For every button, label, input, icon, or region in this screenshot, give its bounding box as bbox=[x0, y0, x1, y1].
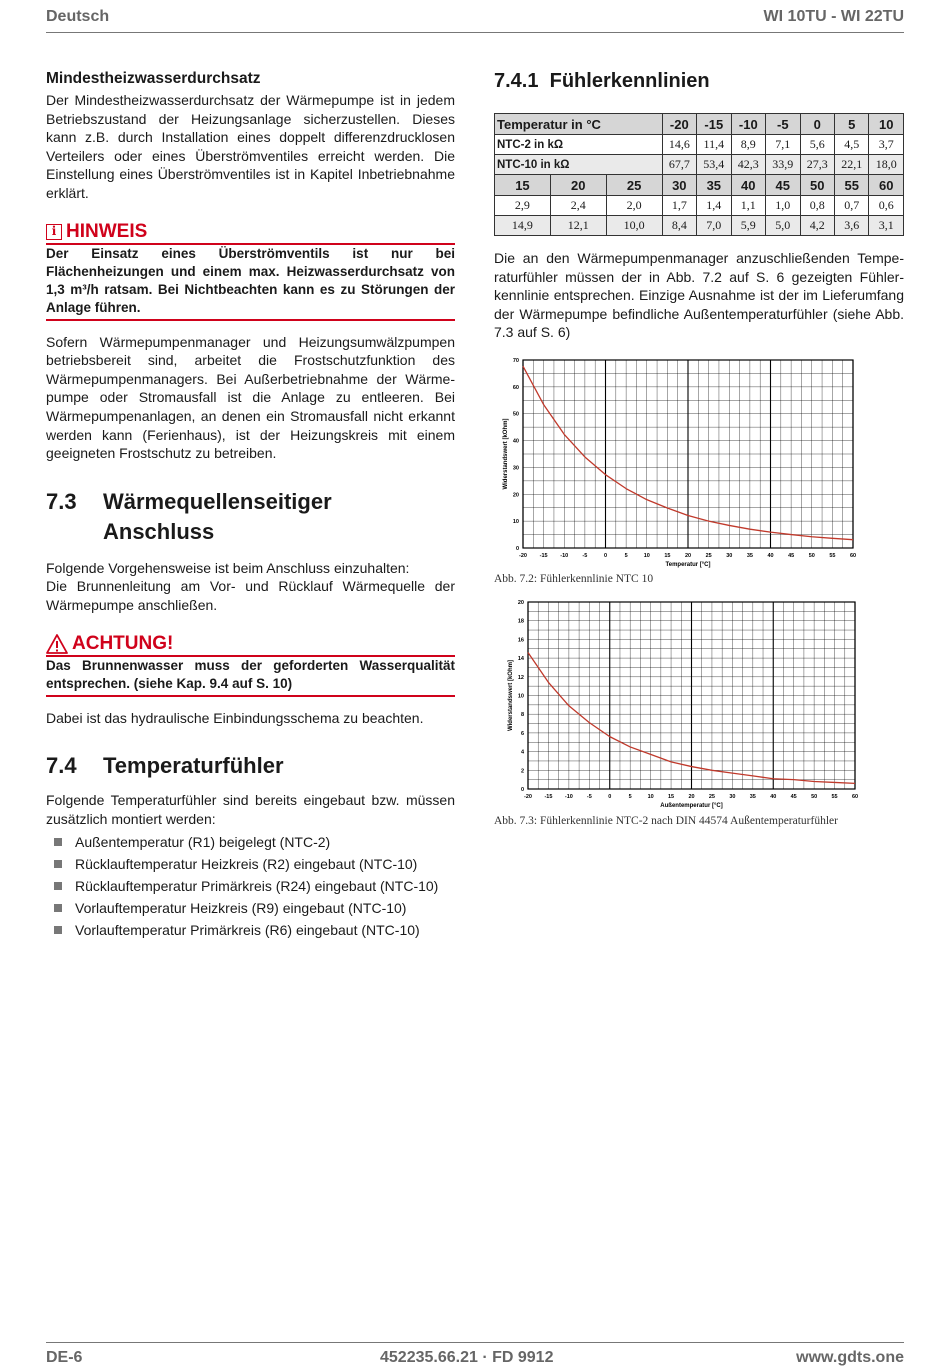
section-number: 7.4.1 bbox=[494, 70, 539, 92]
header-model: WI 10TU - WI 22TU bbox=[763, 8, 904, 25]
x-tick-label: 5 bbox=[628, 794, 632, 800]
sec73-text-1: Folgende Vorgehensweise ist beim Anschluss einzuhalten: bbox=[46, 559, 410, 576]
list-item: Rücklauftemperatur Heizkreis (R2) eingebaut (NTC-10) bbox=[46, 853, 455, 875]
table-cell: -10 bbox=[731, 114, 765, 135]
section-title: Wärmequellenseitiger Anschluss bbox=[103, 488, 332, 544]
y-tick-label: 6 bbox=[520, 730, 524, 737]
table-cell: 20 bbox=[550, 175, 606, 196]
x-axis-title: Außentemperatur [°C] bbox=[660, 803, 723, 809]
table-header-label: Temperatur in °C bbox=[495, 114, 663, 135]
x-tick-label: 60 bbox=[849, 553, 857, 559]
y-tick-label: 30 bbox=[512, 465, 519, 472]
table-cell: 11,4 bbox=[697, 135, 731, 155]
section-7-3-heading bbox=[46, 487, 455, 547]
table-cell: 2,9 bbox=[495, 196, 551, 216]
table-cell: 60 bbox=[869, 175, 904, 196]
section-number: 7.4 bbox=[46, 753, 77, 779]
x-tick-label: 0 bbox=[608, 794, 612, 800]
table-cell: 0 bbox=[800, 114, 834, 135]
header-language: Deutsch bbox=[46, 8, 110, 25]
table-row-label: NTC-2 in kΩ bbox=[495, 135, 663, 155]
y-tick-label: 4 bbox=[520, 749, 524, 756]
section-number: 7.3 bbox=[46, 488, 77, 514]
table-cell: -5 bbox=[766, 114, 800, 135]
hinweis-label: HINWEIS bbox=[66, 220, 148, 242]
figure-caption: Abb. 7.3: Fühlerkennlinie NTC-2 nach DIN 44574 Außentemperaturfühler bbox=[494, 815, 838, 827]
y-tick-label: 16 bbox=[517, 637, 524, 644]
y-tick-label: 0 bbox=[520, 787, 524, 793]
section-7-4-1-heading bbox=[494, 70, 904, 93]
table-cell: 35 bbox=[697, 175, 731, 196]
list-item: Vorlauftemperatur Primärkreis (R6) eingebaut (NTC-10) bbox=[46, 919, 455, 941]
y-tick-label: 14 bbox=[517, 656, 524, 663]
x-tick-label: -5 bbox=[582, 553, 588, 559]
y-axis-title: Widerstandswert [kOhm] bbox=[503, 418, 509, 490]
y-tick-label: 20 bbox=[512, 492, 519, 499]
y-tick-label: 10 bbox=[512, 519, 519, 526]
table-cell: 0,7 bbox=[835, 196, 869, 216]
table-cell: 5,0 bbox=[766, 216, 800, 236]
table-cell: 33,9 bbox=[766, 155, 800, 175]
y-tick-label: 0 bbox=[515, 546, 519, 552]
y-tick-label: 70 bbox=[512, 358, 519, 364]
table-cell: 1,0 bbox=[766, 196, 800, 216]
x-tick-label: 30 bbox=[726, 553, 733, 559]
table-cell: 1,1 bbox=[731, 196, 765, 216]
table-cell: 12,1 bbox=[550, 216, 606, 236]
list-item: Außentemperatur (R1) beigelegt (NTC-2) bbox=[46, 831, 455, 853]
table-cell: 3,6 bbox=[835, 216, 869, 236]
table-cell: 2,4 bbox=[550, 196, 606, 216]
y-tick-label: 12 bbox=[517, 674, 524, 681]
info-icon: i bbox=[46, 224, 62, 240]
table-cell: 8,4 bbox=[662, 216, 696, 236]
x-tick-label: 40 bbox=[770, 794, 777, 800]
y-axis-title: Widerstandswert [kOhm] bbox=[508, 660, 514, 731]
page-number: DE-6 bbox=[46, 1349, 83, 1366]
x-tick-label: -10 bbox=[564, 794, 573, 800]
table-cell: 3,7 bbox=[869, 135, 904, 155]
table-cell: -20 bbox=[662, 114, 696, 135]
x-tick-label: 30 bbox=[729, 794, 736, 800]
frost-text: Sofern Wärmepumpenmanager und Heizungsumwälzpumpen betriebsbereit sind, arbeitet die Frostschutzfunktion des Wärmepumpenmanagers. Bei Außerbetriebnahme der Wärmepumpe oder Stromausfall ist die Anlage zu entleeren. Bei Wärmepumpenanlagen, an denen ein Stromausfall nicht erkannt werden kann (Ferienhaus), ist der Heizungskreis mit einem geeigneten Frostschutz zu betreiben. bbox=[46, 333, 455, 462]
x-tick-label: 55 bbox=[829, 553, 836, 559]
x-tick-label: -20 bbox=[524, 794, 532, 800]
table-cell: 4,2 bbox=[800, 216, 834, 236]
y-tick-label: 8 bbox=[520, 712, 524, 719]
x-tick-label: 0 bbox=[603, 553, 608, 559]
page-header bbox=[46, 6, 904, 33]
table-cell: 7,1 bbox=[766, 135, 800, 155]
min-flow-text: Der Mindestheizwasserdurchsatz der Wärmepumpe ist in jedem Betriebszustand der Heizungsanlage sicherzustellen. Dieses kann z.B. durch Installation eines doppelt differenzdrucklosen Verteilers oder eines Überströmventiles erreicht werden. Die Einstellung eines Überströmventiles ist in Kapitel Inbetriebnahme erklärt. bbox=[46, 92, 455, 201]
x-tick-label: 15 bbox=[664, 553, 671, 559]
x-tick-label: 35 bbox=[749, 794, 756, 800]
table-cell: 5,6 bbox=[800, 135, 834, 155]
warning-triangle-icon bbox=[46, 634, 68, 654]
table-cell: 30 bbox=[662, 175, 696, 196]
x-tick-label: -10 bbox=[560, 553, 569, 559]
table-cell: 7,0 bbox=[697, 216, 731, 236]
x-tick-label: 45 bbox=[788, 553, 795, 559]
y-tick-label: 2 bbox=[520, 768, 524, 775]
y-tick-label: 18 bbox=[517, 618, 524, 625]
hydraulic-text: Dabei ist das hydraulische Einbindungsschema zu beachten. bbox=[46, 709, 424, 726]
table-cell: 14,6 bbox=[662, 135, 696, 155]
ntc2-chart bbox=[494, 596, 874, 811]
x-tick-label: 25 bbox=[708, 794, 715, 800]
x-tick-label: 45 bbox=[790, 794, 797, 800]
table-cell: 2,0 bbox=[606, 196, 662, 216]
table-cell: 27,3 bbox=[800, 155, 834, 175]
y-tick-label: 60 bbox=[512, 384, 519, 391]
x-tick-label: 50 bbox=[808, 553, 815, 559]
x-axis-title: Temperatur [°C] bbox=[665, 562, 711, 568]
table-cell: -15 bbox=[697, 114, 731, 135]
list-item: Rücklauftemperatur Primärkreis (R24) eingebaut (NTC-10) bbox=[46, 875, 455, 897]
x-tick-label: 40 bbox=[767, 553, 774, 559]
hinweis-title bbox=[46, 221, 455, 245]
y-tick-label: 50 bbox=[512, 411, 519, 418]
section-7-4-heading bbox=[46, 751, 455, 781]
x-tick-label: -15 bbox=[539, 553, 548, 559]
x-tick-label: 60 bbox=[851, 794, 859, 800]
table-cell: 3,1 bbox=[869, 216, 904, 236]
right-column bbox=[494, 70, 904, 342]
sec73-text-2: Die Brunnenleitung am Vor- und Rücklauf Wärmequelle der Wärmepumpe anschließen. bbox=[46, 578, 455, 613]
achtung-label: ACHTUNG! bbox=[72, 632, 174, 654]
figure-caption: Abb. 7.2: Fühlerkennlinie NTC 10 bbox=[494, 573, 654, 585]
x-tick-label: 25 bbox=[705, 553, 712, 559]
sensor-table bbox=[494, 113, 904, 236]
min-flow-heading: Mindestheizwasserdurchsatz bbox=[46, 70, 261, 87]
achtung-text: Das Brunnenwasser muss der geforderten Wasserqualität entsprechen. (siehe Kap. 9.4 auf S. 10) bbox=[46, 657, 455, 697]
table-cell: 40 bbox=[731, 175, 765, 196]
table-cell: 18,0 bbox=[869, 155, 904, 175]
hinweis-text: Der Einsatz eines Überströmventils ist nur bei Flächenheizungen und einem max. Heizwasserdurchsatz von 1,3 m³/h ratsam. Bei Nichtbeachten kann es zu Störungen der Anlage führen. bbox=[46, 245, 455, 321]
table-cell: 53,4 bbox=[697, 155, 731, 175]
y-tick-label: 10 bbox=[517, 693, 524, 700]
table-cell: 42,3 bbox=[731, 155, 765, 175]
x-tick-label: -20 bbox=[519, 553, 527, 559]
table-cell: 5,9 bbox=[731, 216, 765, 236]
x-tick-label: -15 bbox=[544, 794, 553, 800]
section-title: Temperaturfühler bbox=[103, 753, 284, 779]
table-cell: 1,4 bbox=[697, 196, 731, 216]
table-cell: 1,7 bbox=[662, 196, 696, 216]
page-footer bbox=[46, 1342, 904, 1369]
table-cell: 55 bbox=[835, 175, 869, 196]
table-cell: 8,9 bbox=[731, 135, 765, 155]
x-tick-label: 5 bbox=[624, 553, 628, 559]
table-cell: 10,0 bbox=[606, 216, 662, 236]
x-tick-label: 20 bbox=[684, 553, 692, 559]
x-tick-label: 20 bbox=[688, 794, 695, 800]
x-tick-label: 50 bbox=[811, 794, 818, 800]
achtung-title bbox=[46, 633, 455, 657]
table-cell: 25 bbox=[606, 175, 662, 196]
left-column bbox=[46, 70, 455, 941]
x-tick-label: 15 bbox=[668, 794, 675, 800]
table-row-label: NTC-10 in kΩ bbox=[495, 155, 663, 175]
x-tick-label: 10 bbox=[643, 553, 650, 559]
table-cell: 45 bbox=[766, 175, 800, 196]
table-cell: 10 bbox=[869, 114, 904, 135]
x-tick-label: 55 bbox=[831, 794, 838, 800]
section-title: Fühlerkennlinien bbox=[549, 70, 710, 92]
table-cell: 22,1 bbox=[835, 155, 869, 175]
x-tick-label: 10 bbox=[647, 794, 654, 800]
table-cell: 4,5 bbox=[835, 135, 869, 155]
table-cell: 0,6 bbox=[869, 196, 904, 216]
table-cell: 67,7 bbox=[662, 155, 696, 175]
website-link[interactable]: www.gdts.one bbox=[796, 1349, 904, 1366]
ntc10-chart bbox=[494, 352, 874, 572]
sensor-list bbox=[46, 831, 455, 941]
table-cell: 50 bbox=[800, 175, 834, 196]
y-tick-label: 40 bbox=[512, 438, 519, 445]
table-cell: 0,8 bbox=[800, 196, 834, 216]
table-cell: 14,9 bbox=[495, 216, 551, 236]
intro-text: Die an den Wärmepumpenmanager anzuschließenden Temperaturfühler müssen der in Abb. 7.2 auf S. 6 gezeigten Fühlerkennlinie entsprechen. Einzige Ausnahme ist der im Lieferumfang der Wärmepumpe befindliche Außentemperaturfühler (siehe Abb. 7.3 auf S. 6) bbox=[494, 250, 904, 341]
x-tick-label: 35 bbox=[746, 553, 753, 559]
x-tick-label: -5 bbox=[586, 794, 592, 800]
table-cell: 15 bbox=[495, 175, 551, 196]
table-cell: 5 bbox=[835, 114, 869, 135]
list-item: Vorlauftemperatur Heizkreis (R9) eingebaut (NTC-10) bbox=[46, 897, 455, 919]
y-tick-label: 20 bbox=[517, 600, 524, 606]
sec74-text: Folgende Temperaturfühler sind bereits eingebaut bzw. müssen zusätzlich montiert werden: bbox=[46, 792, 455, 827]
document-number: 452235.66.21 · FD 9912 bbox=[380, 1349, 554, 1366]
